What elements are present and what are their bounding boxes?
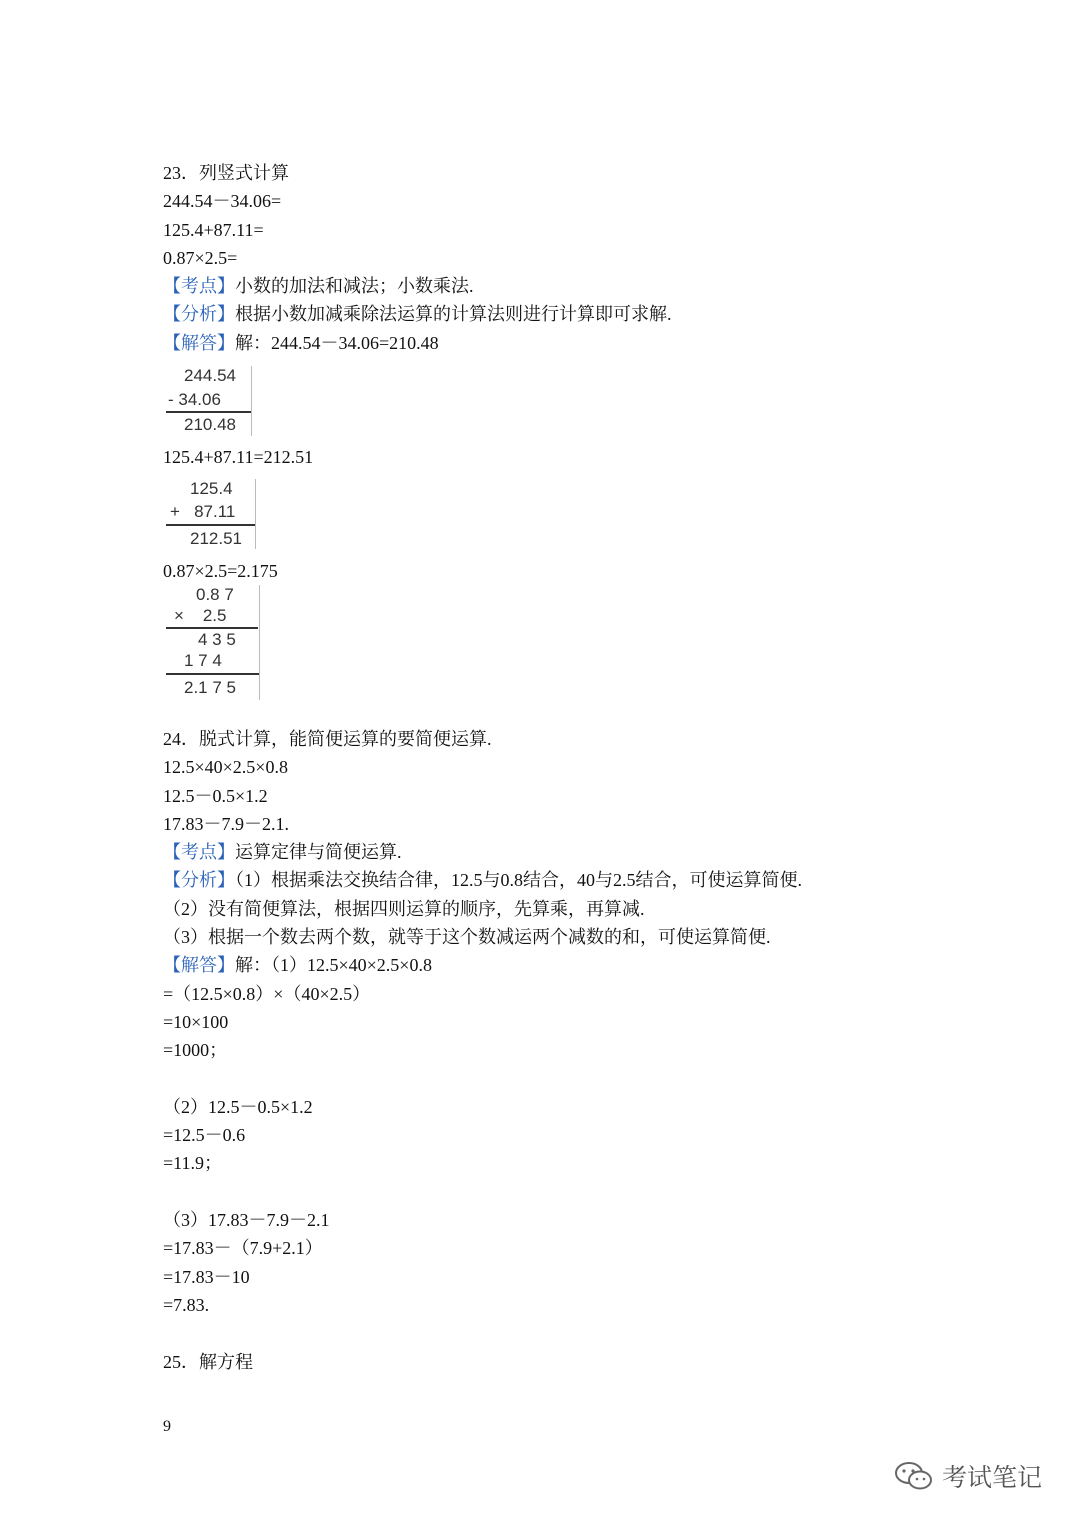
q24-fenxi-2: （2）没有简便算法，根据四则运算的顺序，先算乘，再算减. [163,899,645,919]
q24-kaodian [163,841,402,863]
q24-fenxi-3: （3）根据一个数去两个数，就等于这个数减运两个减数的和，可使运算简便. [163,927,771,947]
mul-rule-2 [166,673,260,675]
q24-step3-3: =7.83. [163,1295,210,1315]
q25-title: 25．解方程 [163,1352,253,1372]
watermark-text: 考试笔记 [942,1463,1043,1492]
fenxi-tag: 【分析】 [163,304,235,324]
mul-top: 0.8 7 [196,585,234,604]
add-result: 212.51 [190,529,242,548]
q24-part3: （3）17.83－7.9－2.1 [163,1210,330,1230]
q24-jieda [163,954,432,976]
q24-step3-2: =17.83－10 [163,1267,250,1287]
add-rule [166,524,256,526]
q24-step2-1: =12.5－0.6 [163,1125,246,1145]
jieda-tag: 【解答】 [163,955,235,975]
q24-step1-2: =10×100 [163,1012,229,1032]
q23-jieda [163,332,439,354]
sub-border [251,366,252,436]
fenxi-tag: 【分析】 [163,870,235,890]
kaodian-tag: 【考点】 [163,842,235,862]
q23-kaodian [163,275,474,297]
watermark [894,1458,1042,1494]
kaodian-text: 小数的加法和减法；小数乘法. [235,276,474,296]
mul-partial-1: 4 3 5 [198,630,236,649]
q24-step1-1: =（12.5×0.8）×（40×2.5） [163,984,371,1004]
q23-expr-1: 244.54－34.06= [163,191,282,211]
q24-expr-1: 12.5×40×2.5×0.8 [163,757,288,777]
mul-border [259,585,260,700]
add-bottom: + 87.11 [170,502,236,521]
q24-expr-3: 17.83－7.9－2.1. [163,814,289,834]
q24-part2: （2）12.5－0.5×1.2 [163,1097,313,1117]
fenxi-text: （1）根据乘法交换结合律，12.5与0.8结合，40与2.5结合，可使运算简便. [235,870,802,890]
wechat-icon [894,1460,934,1492]
jieda-text: 解：（1）12.5×40×2.5×0.8 [235,955,432,975]
q24-step1-3: =1000； [163,1040,228,1060]
q23-expr-2: 125.4+87.11= [163,220,264,240]
sub-bottom: - 34.06 [168,390,221,409]
q23-add-line: 125.4+87.11=212.51 [163,447,314,467]
q24-step3-1: =17.83－（7.9+2.1） [163,1238,323,1258]
page-number: 9 [163,1418,171,1435]
jieda-tag: 【解答】 [163,333,235,353]
q23-mul-line: 0.87×2.5=2.175 [163,561,278,581]
q24-fenxi-1 [163,869,802,891]
q23-expr-3: 0.87×2.5= [163,248,238,268]
add-border [255,479,256,549]
sub-result: 210.48 [184,415,236,434]
kaodian-text: 运算定律与简便运算. [235,842,402,862]
q24-step2-2: =11.9； [163,1153,222,1173]
q23-title: 23．列竖式计算 [163,163,289,183]
kaodian-tag: 【考点】 [163,276,235,296]
mul-partial-2: 1 7 4 [184,651,222,670]
q23-fenxi [163,303,672,325]
sub-top: 244.54 [184,366,236,385]
mul-result: 2.1 7 5 [184,678,236,697]
jieda-text: 解：244.54－34.06=210.48 [235,333,439,353]
mul-bottom: × 2.5 [174,606,227,625]
fenxi-text: 根据小数加减乘除法运算的计算法则进行计算即可求解. [235,304,672,324]
q24-expr-2: 12.5－0.5×1.2 [163,786,268,806]
add-top: 125.4 [190,479,233,498]
q24-title: 24．脱式计算，能简便运算的要简便运算. [163,729,492,749]
sub-rule [166,411,252,413]
